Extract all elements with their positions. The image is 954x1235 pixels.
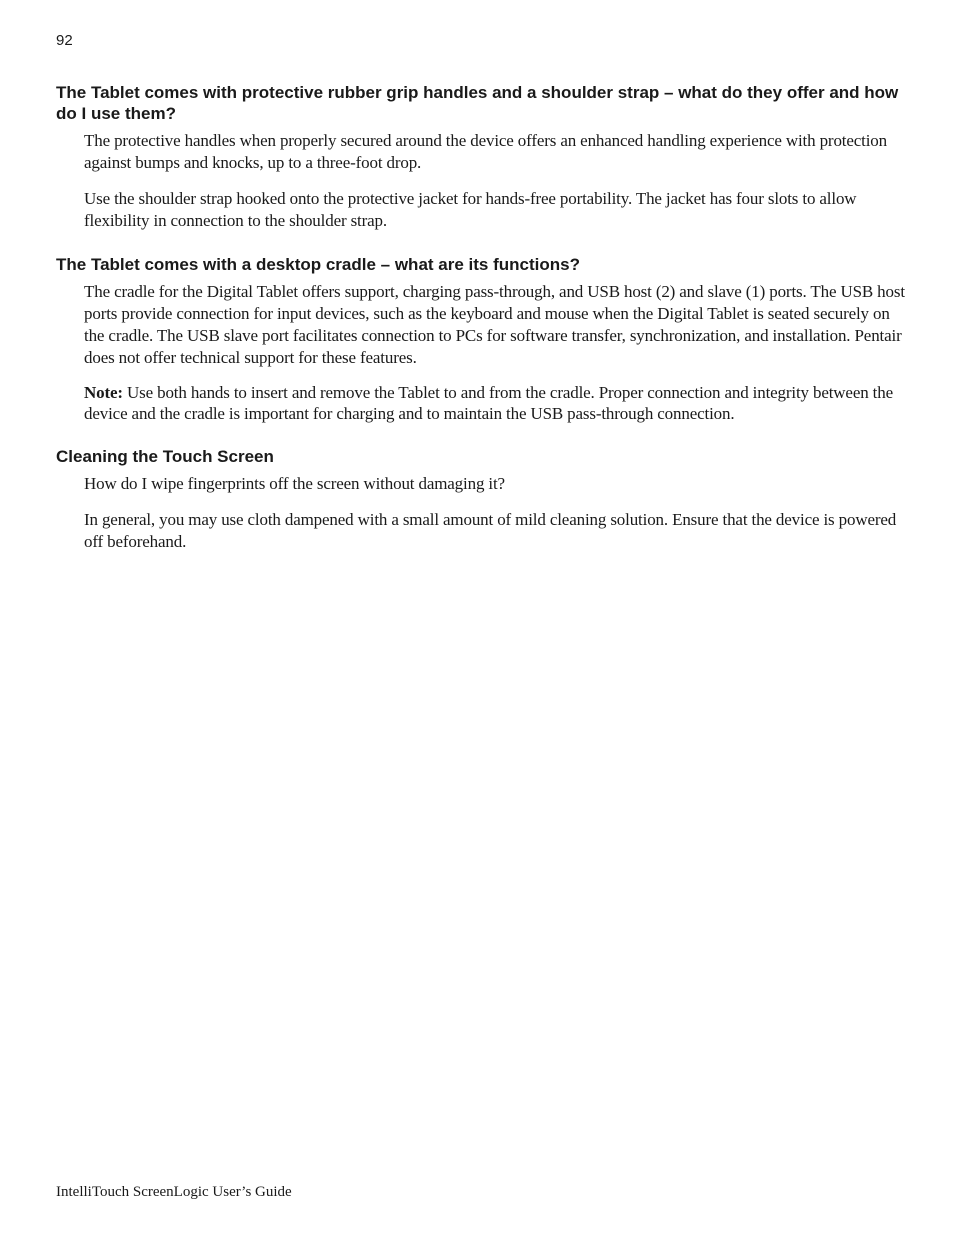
section-heading: The Tablet comes with a desktop cradle – what are its functions? <box>56 255 580 274</box>
paragraph: The protective handles when properly secured around the device offers an enhanced handling experience with protection against bumps and knocks, up to a three-foot drop. <box>84 131 887 172</box>
note-paragraph <box>84 383 906 424</box>
section-heading: Cleaning the Touch Screen <box>56 447 274 466</box>
paragraph: Use the shoulder strap hooked onto the protective jacket for hands-free portability. The jacket has four slots to allow flexibility in connection to the shoulder strap. <box>84 189 857 230</box>
section-grip-handles <box>56 82 906 232</box>
document-body <box>56 82 906 575</box>
page-footer: IntelliTouch ScreenLogic User’s Guide <box>56 1184 292 1200</box>
paragraph: In general, you may use cloth dampened with a small amount of mild cleaning solution. Ensure that the device is powered off beforehand. <box>84 510 897 551</box>
paragraph: How do I wipe fingerprints off the screen without damaging it? <box>84 474 505 493</box>
section-heading: The Tablet comes with protective rubber grip handles and a shoulder strap – what do they offer and how do I use them? <box>56 83 899 123</box>
paragraph: The cradle for the Digital Tablet offers support, charging pass-through, and USB host (2) and slave (1) ports. The USB host ports provide connection for input devices, such as the keyboard and mouse when the Digital Tablet is seated securely on the cradle. The USB slave port facilitates connection to PCs for software transfer, synchronization, and installation. Pentair does not offer technical support for these features. <box>84 282 905 367</box>
section-desktop-cradle <box>56 254 906 424</box>
note-text: Use both hands to insert and remove the Tablet to and from the cradle. Proper connection and integrity between the device and the cradle is important for charging and to maintain the USB pass-through connection. <box>84 383 893 423</box>
page-number: 92 <box>56 32 73 49</box>
section-cleaning-touch-screen <box>56 446 906 553</box>
note-label: Note: <box>84 383 123 402</box>
